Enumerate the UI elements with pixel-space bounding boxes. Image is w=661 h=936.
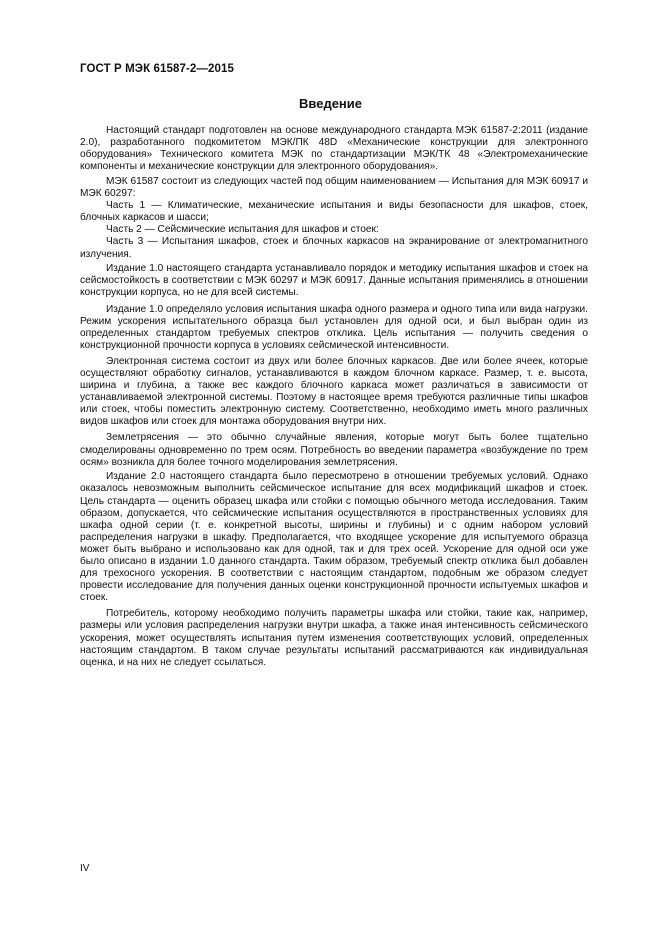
paragraph: Потребитель, которому необходимо получить параметры шкафа или стойки, такие как, например, размеры или условия распределения нагрузки внутри шкафа, а также иная интенсивность сейсмического ускорения, может осуществлять испытания путем изменения соответствующих условий, определенных настоящим стандартом. В таком случае результаты испытаний рассматриваются как индивидуальная оценка, и на них не следует ссылаться. bbox=[80, 608, 588, 668]
paragraph: Электронная система состоит из двух или более блочных каркасов. Две или более ячеек, которые осуществляют обработку сигналов, устанавливаются в каждом блочном каркасе. Размер, т. е. высота, ширина и глубина, а также вес каждого блочного каркаса может различаться в зависимости от устанавливаемой электронной системы. Поэтому в настоящее время требуются различные типы шкафов или стоек, чтобы поместить электронную систему. Соответственно, необходимо иметь много различных видов шкафов или стоек для монтажа оборудования внутри них. bbox=[80, 355, 588, 428]
paragraph: Часть 3 — Испытания шкафов, стоек и блочных каркасов на экранирование от электромагнитного излучения. bbox=[80, 236, 588, 260]
paragraph: МЭК 61587 состоит из следующих частей под общим наименованием — Испытания для МЭК 60917 и МЭК 60297: bbox=[80, 175, 588, 200]
document-header: ГОСТ Р МЭК 61587-2—2015 bbox=[80, 63, 234, 75]
paragraph: Настоящий стандарт подготовлен на основе международного стандарта МЭК 61587-2:2011 (издание 2.0), разработанного подкомитетом МЭК/ПК 48D «Механические конструкции для электронного оборудования» Технического комитета МЭК по стандартизации МЭК/ТК 48 «Электромеханические компоненты и механические конструкции для электронного оборудования». bbox=[80, 125, 588, 173]
paragraph: Издание 1.0 определяло условия испытания шкафа одного размера и одного типа или вида нагрузки. Режим ускорения испытательного образца был установлен для одной оси, и был выбран один из определенных стандартом требуемых спектров отклика. Цель испытания — получить сведения о конструкционной прочности корпуса в условиях сейсмической интенсивности. bbox=[80, 303, 588, 351]
document-body bbox=[80, 125, 588, 671]
section-title: Введение bbox=[299, 96, 362, 111]
page-number: IV bbox=[80, 863, 90, 874]
paragraph: Издание 1.0 настоящего стандарта устанавливало порядок и методику испытания шкафов и стоек на сейсмостойкость в соответствии с МЭК 60297 и МЭК 60917. Данные испытания применялись в отношении конструкции корпуса, но не для всей системы. bbox=[80, 263, 588, 299]
paragraph: Издание 2.0 настоящего стандарта было пересмотрено в отношении требуемых условий. Однако оказалось невозможным выполнить сейсмическое испытание для всех модификаций шкафов и стоек. Цель стандарта — оценить образец шкафа или стойки с помощью обычного метода исследования. Таким образом, допускается, что сейсмические испытания осуществляются в пространственных условиях для шкафа одной серии (т. е. конкретной высоты, ширины и глубины) и с одним набором условий распределения нагрузки в шкафу. Предполагается, что входящее ускорение для испытуемого образца может быть выбрано и использовано как для одной, так и для трех осей. Ускорение для одной оси уже было описано в издании 1.0 данного стандарта. Таким образом, требуемый спектр отклика был добавлен для трехосного ускорения. В соответствии с настоящим стандартом, подобным же образом следует провести исследование для получения данных оценки конструкционной прочности испытуемых шкафов и стоек. bbox=[80, 471, 588, 604]
paragraph: Землетрясения — это обычно случайные явления, которые могут быть более тщательно смоделированы одновременно по трем осям. Потребность во введении параметра «возбуждение по трем осям» возникла для более точного моделирования землетрясения. bbox=[80, 432, 588, 468]
paragraph: Часть 1 — Климатические, механические испытания и виды безопасности для шкафов, стоек, блочных каркасов и шасси; bbox=[80, 200, 588, 224]
paragraph: Часть 2 — Сейсмические испытания для шкафов и стоек: bbox=[106, 224, 379, 236]
